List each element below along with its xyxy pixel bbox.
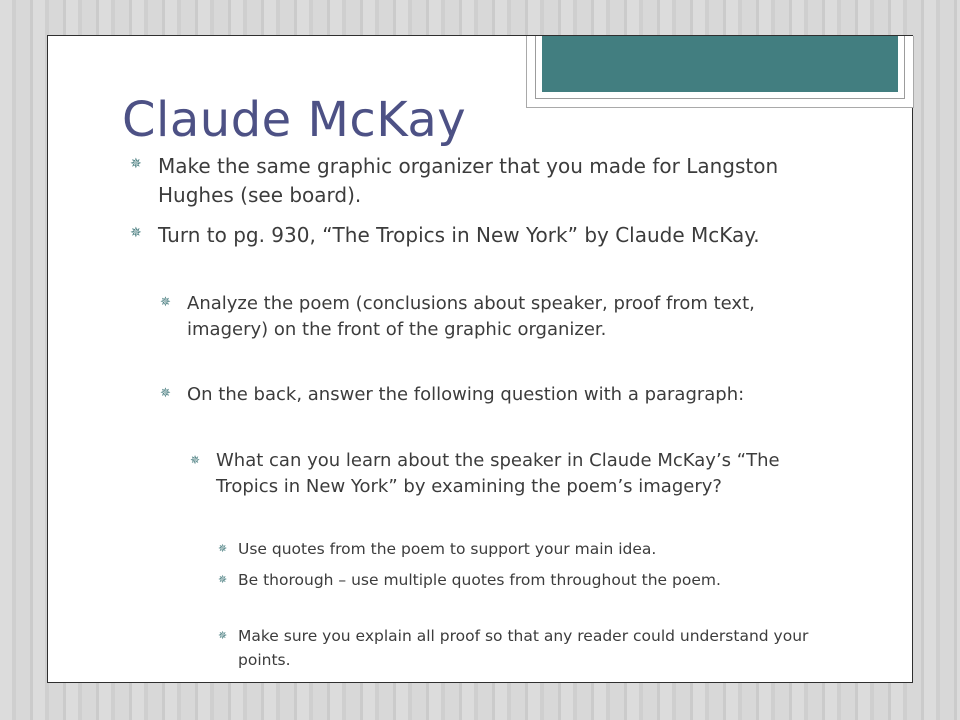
bullet-icon: ✵ — [190, 453, 201, 467]
bullet-item-level2: On the back, answer the following question with a paragraph: — [187, 384, 745, 405]
slide-title: Claude McKay — [122, 92, 467, 148]
bullet-icon: ✵ — [160, 295, 171, 310]
bullet-item-level1: Turn to pg. 930, “The Tropics in New York” by Claude McKay. — [158, 223, 760, 247]
bullet-item-level4: Make sure you explain all proof so that any reader could understand your points. — [238, 627, 809, 669]
accent-frame — [526, 36, 914, 108]
bullet-icon: ✵ — [130, 156, 142, 172]
bullet-item-level1: Make the same graphic organizer that you made for Langston Hughes (see board). — [158, 154, 779, 207]
bullet-icon: ✵ — [130, 225, 142, 241]
bullet-item-level4: Be thorough – use multiple quotes from throughout the poem. — [238, 571, 721, 589]
bullet-icon: ✵ — [160, 386, 171, 401]
bullet-icon: ✵ — [218, 573, 228, 586]
bullet-item-level2: Analyze the poem (conclusions about speaker, proof from text, imagery) on the front of the graphic organizer. — [187, 293, 755, 340]
accent-block — [542, 36, 898, 92]
bullet-item-level3: What can you learn about the speaker in Claude McKay’s “The Tropics in New York” by examining the poem’s imagery? — [216, 450, 780, 497]
accent-inner-frame — [535, 36, 905, 99]
bullet-icon: ✵ — [218, 542, 228, 555]
bullet-item-level4: Use quotes from the poem to support your main idea. — [238, 540, 657, 558]
bullet-icon: ✵ — [218, 629, 228, 642]
